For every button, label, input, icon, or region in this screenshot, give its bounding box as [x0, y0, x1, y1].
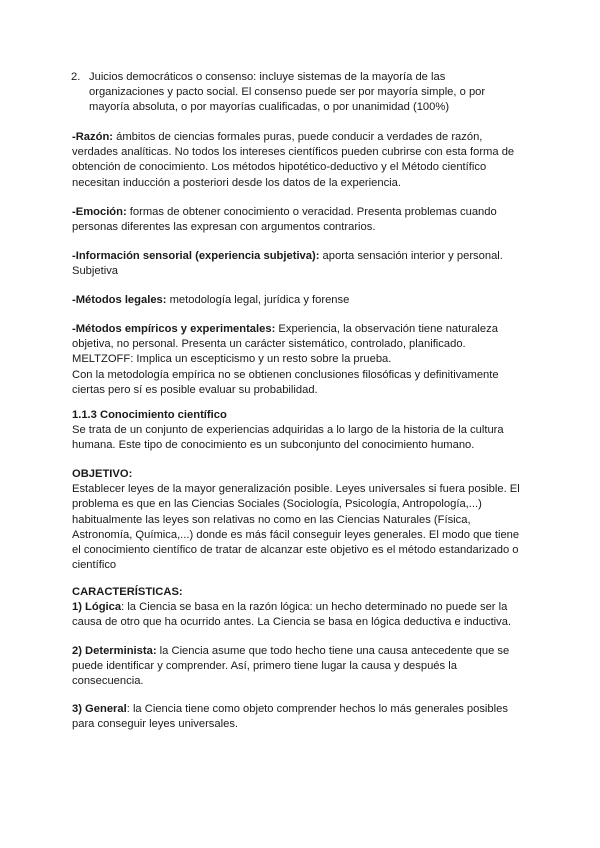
section-conocimiento-cientifico: [72, 408, 528, 454]
text-line: habitualmente las leyes son relativas no como en las Ciencias Naturales (Física,: [72, 513, 471, 526]
text-line: objetiva, no personal. Presenta un carácter sistemático, controlado, planificado.: [72, 338, 466, 351]
section-heading: 1.1.3 Conocimiento científico: [72, 409, 227, 421]
paragraph-general: [72, 702, 528, 732]
text-line: consecuencia.: [72, 675, 144, 688]
term-label: -Métodos empíricos y experimentales:: [72, 323, 276, 335]
term-label: 1) Lógica: [72, 601, 122, 614]
paragraph-razon: [72, 130, 528, 191]
term-label: 2) Determinista:: [72, 645, 157, 657]
text-line: Juicios democráticos o consenso: incluye sistemas de la mayoría de las: [89, 71, 446, 83]
text-line: ciertas pero sí es posible evaluar su probabilidad.: [72, 383, 318, 396]
text-line: problema es que en las Ciencias Sociales (Sociología, Psicología, Antropología,...): [72, 498, 482, 511]
text-line: humana. Este tipo de conocimiento es un subconjunto del conocimiento humano.: [72, 439, 475, 452]
paragraph-emocion: [72, 205, 528, 235]
text-line: : la Ciencia se basa en la razón lógica: un hecho determinado no puede ser la: [121, 601, 508, 614]
text-line: verdades analíticas. No todos los intereses científicos pueden cubrirse con esta forma de: [72, 146, 515, 159]
term-label: -Emoción:: [72, 206, 127, 218]
paragraph-determinista: [72, 644, 528, 690]
text-line: MELTZOFF: Implica un escepticismo y un resto sobre la prueba.: [72, 353, 392, 366]
text-line: científico: [72, 559, 117, 572]
text-line: el conocimiento científico de tratar de alcanzar este objetivo es el método estandarizado o: [72, 544, 519, 557]
section-caracteristicas: [72, 585, 528, 631]
list-item-consenso: [71, 70, 529, 116]
text-line: Astronomía, Química,...) donde es más fácil conseguir leyes generales. El modo que tiene: [72, 528, 520, 541]
text-line: puede identificar y comprender. Así, primero tiene lugar la causa y después la: [72, 660, 457, 673]
term-label: -Información sensorial (experiencia subjetiva):: [72, 250, 320, 262]
text-line: mayoría absoluta, o por mayorías cualificadas, o por unanimidad (100%): [89, 101, 450, 114]
text-line: Establecer leyes de la mayor generalización posible. Leyes universales si fuera posible. El: [72, 483, 520, 496]
text-line: aporta sensación interior y personal.: [319, 250, 503, 262]
paragraph-metodos-legales: [72, 293, 528, 308]
text-line: Con la metodología empírica no se obtienen conclusiones filosóficas y definitivamente: [72, 368, 499, 381]
text-line: metodología legal, jurídica y forense: [166, 294, 350, 306]
text-line: Experiencia, la observación tiene naturaleza: [275, 323, 498, 335]
text-line: causa de otro que ha ocurrido antes. La Ciencia se basa en lógica deductiva e inductiva.: [72, 616, 512, 629]
text-line: para conseguir leyes universales.: [72, 718, 239, 731]
paragraph-informacion-sensorial: [72, 249, 528, 279]
text-line: personas diferentes las expresan con argumentos contrarios.: [72, 221, 376, 234]
text-line: la Ciencia asume que todo hecho tiene una causa antecedente que se: [156, 645, 510, 657]
text-line: : la Ciencia tiene como objeto comprender hechos lo más generales posibles: [126, 703, 508, 715]
term-label: 3) General: [72, 703, 127, 715]
section-heading: CARACTERÍSTICAS:: [72, 586, 183, 598]
text-line: organizaciones y pacto social. El consenso puede ser por mayoría simple, o por: [89, 86, 486, 99]
text-line: formas de obtener conocimiento o veracidad. Presenta problemas cuando: [126, 206, 497, 218]
text-line: Se trata de un conjunto de experiencias adquiridas a lo largo de la historia de la cultura: [72, 424, 504, 437]
term-label: -Métodos legales:: [72, 294, 167, 306]
term-label: -Razón:: [72, 131, 114, 143]
section-objetivo: [72, 467, 528, 573]
text-line: necesitan inducción a posteriori desde los datos de la experiencia.: [72, 176, 401, 189]
text-line: Subjetiva: [72, 265, 119, 278]
text-line: ámbitos de ciencias formales puras, puede conducir a verdades de razón,: [113, 131, 483, 143]
section-heading: OBJETIVO:: [72, 468, 133, 480]
text-line: obtención de conocimiento. Los métodos hipotético-deductivo y el Método científico: [72, 161, 487, 174]
paragraph-metodos-empiricos: [72, 322, 528, 398]
list-number: 2.: [71, 71, 81, 83]
